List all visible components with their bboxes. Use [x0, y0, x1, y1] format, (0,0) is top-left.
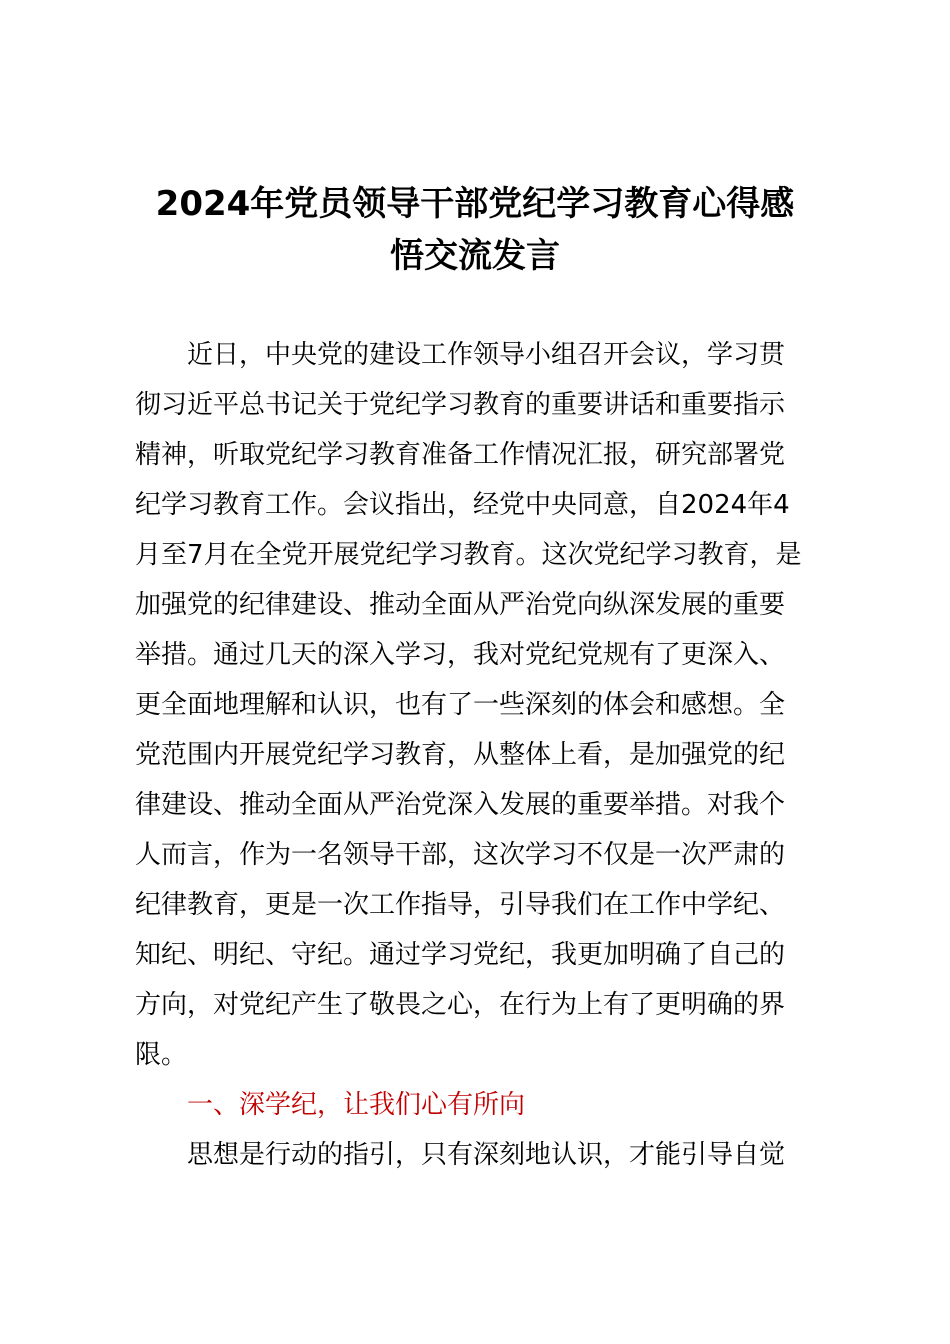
text-line: 举措。通过几天的深入学习，我对党纪党规有了更深入、 — [135, 640, 786, 670]
text-line: 纪学习教育工作。会议指出，经党中央同意，自2024年4 — [135, 490, 790, 520]
text-line: 党范围内开展党纪学习教育，从整体上看，是加强党的纪 — [135, 740, 786, 770]
title-line: 2024年党员领导干部党纪学习教育心得感 — [155, 184, 795, 224]
section-heading: 一、深学纪，让我们心有所向 — [187, 1090, 526, 1120]
document-title — [120, 178, 830, 282]
text-line: 彻习近平总书记关于党纪学习教育的重要讲话和重要指示 — [135, 390, 786, 420]
text-line: 人而言，作为一名领导干部，这次学习不仅是一次严肃的 — [135, 840, 786, 870]
text-line: 限。 — [135, 1040, 188, 1070]
text-line: 方向，对党纪产生了敬畏之心，在行为上有了更明确的界 — [135, 990, 786, 1020]
text-line: 月至7月在全党开展党纪学习教育。这次党纪学习教育，是 — [135, 540, 802, 570]
paragraph-intro — [135, 330, 835, 1080]
document-body — [135, 330, 835, 1180]
text-line: 律建设、推动全面从严治党深入发展的重要举措。对我个 — [135, 790, 786, 820]
text-line: 纪律教育，更是一次工作指导，引导我们在工作中学纪、 — [135, 890, 786, 920]
paragraph-section-one — [135, 1130, 835, 1180]
text-line: 精神，听取党纪学习教育准备工作情况汇报，研究部署党 — [135, 440, 786, 470]
text-line: 加强党的纪律建设、推动全面从严治党向纵深发展的重要 — [135, 590, 786, 620]
title-line: 悟交流发言 — [390, 236, 560, 276]
text-line: 更全面地理解和认识，也有了一些深刻的体会和感想。全 — [135, 690, 786, 720]
text-line: 近日，中央党的建设工作领导小组召开会议，学习贯 — [187, 340, 786, 370]
text-line: 思想是行动的指引，只有深刻地认识，才能引导自觉 — [187, 1140, 786, 1170]
text-line: 知纪、明纪、守纪。通过学习党纪，我更加明确了自己的 — [135, 940, 786, 970]
